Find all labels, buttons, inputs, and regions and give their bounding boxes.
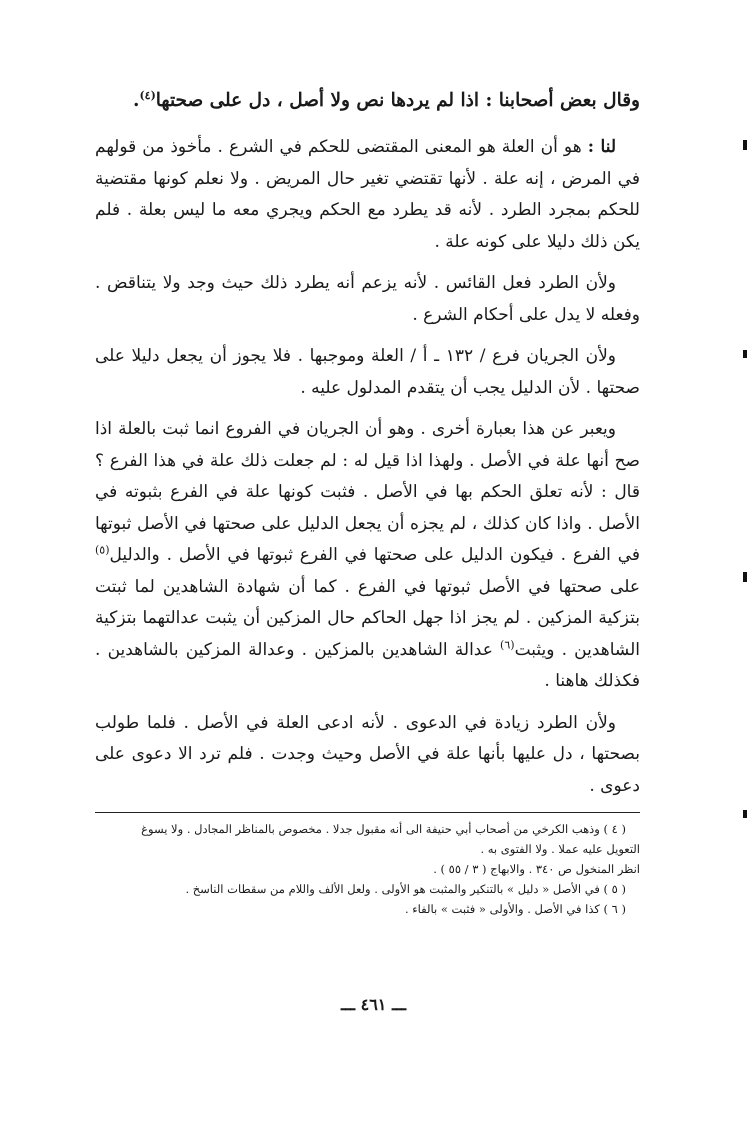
scan-margin-mark xyxy=(743,572,747,582)
paragraph-text: ولأن الجريان فرع / ١٣٢ ـ أ / العلة وموجبها . فلا يجوز أن يجعل دليلا على صحتها . لأن الدليل يجب أن يتقدم المدلول عليه . xyxy=(95,346,640,398)
paragraph-text: هو أن العلة هو المعنى المقتضى للحكم في الشرع . مأخوذ من قولهم في المرض ، إنه علة . لأنها تقتضي تغير حال المريض . ولا نعلم كونها مقتضية للحكم بمجرد الطرد . لأنه قد يطرد مع الحكم ويجري معه ما ليس بعلة . فلم يكن ذلك دليلا على كونه علة . xyxy=(95,137,640,252)
paragraph-text: ولأن الطرد زيادة في الدعوى . لأنه ادعى العلة في الأصل . فلما طولب بصحتها ، دل عليها بأنها علة في الأصل وحيث وجدت . فلم ترد الا دعوى على دعوى . xyxy=(95,712,640,796)
footnote-4-continuation: التعويل عليه عملا . ولا الفتوى به . xyxy=(480,842,640,856)
paragraph-argument-1 xyxy=(95,132,640,258)
scan-margin-mark xyxy=(743,350,747,358)
footnote-ref-6[interactable]: (٦) xyxy=(500,637,515,651)
footnote-6: ( ٦ ) كذا في الأصل . والأولى « فثبت » بالفاء . xyxy=(404,902,626,916)
footnote-4-reference: انظر المنخول ص ٣٤٠ . والابهاج ( ٣ / ٥٥ ) . xyxy=(433,862,640,876)
footnote-divider xyxy=(95,812,640,813)
paragraph-text: ولأن الطرد فعل القائس . لأنه يزعم أنه يطرد ذلك حيث وجد ولا يتناقض . وفعله لا يدل على أحكام الشرع . xyxy=(95,273,640,325)
paragraph-argument-5 xyxy=(95,708,640,803)
scan-margin-mark xyxy=(743,140,747,150)
paragraph-argument-3 xyxy=(95,341,640,404)
footnotes-section xyxy=(95,819,640,919)
page-number: ـــ ٤٦١ ـــ xyxy=(340,995,407,1014)
paragraph-text: عدالة الشاهدين بالمزكين . وعدالة المزكين بالشاهدين . فكذلك هاهنا . xyxy=(95,639,640,691)
scan-margin-mark xyxy=(743,810,747,818)
paragraph-end-punct: . xyxy=(132,90,140,111)
footnote-ref-4[interactable]: (٤) xyxy=(139,88,156,102)
paragraph-text: على صحتها في الأصل ثبوتها في الفرع . كما أن شهادة الشاهدين لما ثبتت بتزكية المزكين . لم يجز اذا جهل الحاكم حال المزكين أن يثبت عدالتهما بتزكية الشاهدين . ويثبت xyxy=(95,576,640,660)
paragraph-lead: لنا : xyxy=(587,137,617,157)
footnote-4: ( ٤ ) وذهب الكرخي من أصحاب أبي حنيفة الى أنه مقبول جدلا . مخصوص بالمناظر المجادل . ولا يسوغ xyxy=(141,822,626,836)
paragraph-argument-4 xyxy=(95,414,640,698)
paragraph-opening xyxy=(95,82,640,120)
document-page xyxy=(95,82,640,919)
paragraph-argument-2 xyxy=(95,268,640,331)
paragraph-text: وقال بعض أصحابنا : اذا لم يردها نص ولا أصل ، دل على صحتها xyxy=(155,90,640,111)
paragraph-text: ويعبر عن هذا بعبارة أخرى . وهو أن الجريان في الفروع انما ثبت بالعلة اذا صح أنها علة في الأصل . ولهذا اذا قيل له : لم جعلت ذلك علة في هذا الفرع ؟ قال : لأنه تعلق الحكم بها في الأصل . فثبت كونها علة في الفرع بثبوته في الأصل . واذا كان كذلك ، لم يجزه أن يجعل الدليل على صحتها في الأصل ثبوتها في الفرع . فيكون الدليل على صحتها في الفرع ثبوتها في الأصل . والدليل xyxy=(95,419,640,565)
footnote-5: ( ٥ ) في الأصل « دليل » بالتنكير والمثبت هو الأولى . ولعل الألف واللام من سقطات الناسخ . xyxy=(185,882,626,896)
footnote-ref-5[interactable]: (٥) xyxy=(95,543,110,557)
